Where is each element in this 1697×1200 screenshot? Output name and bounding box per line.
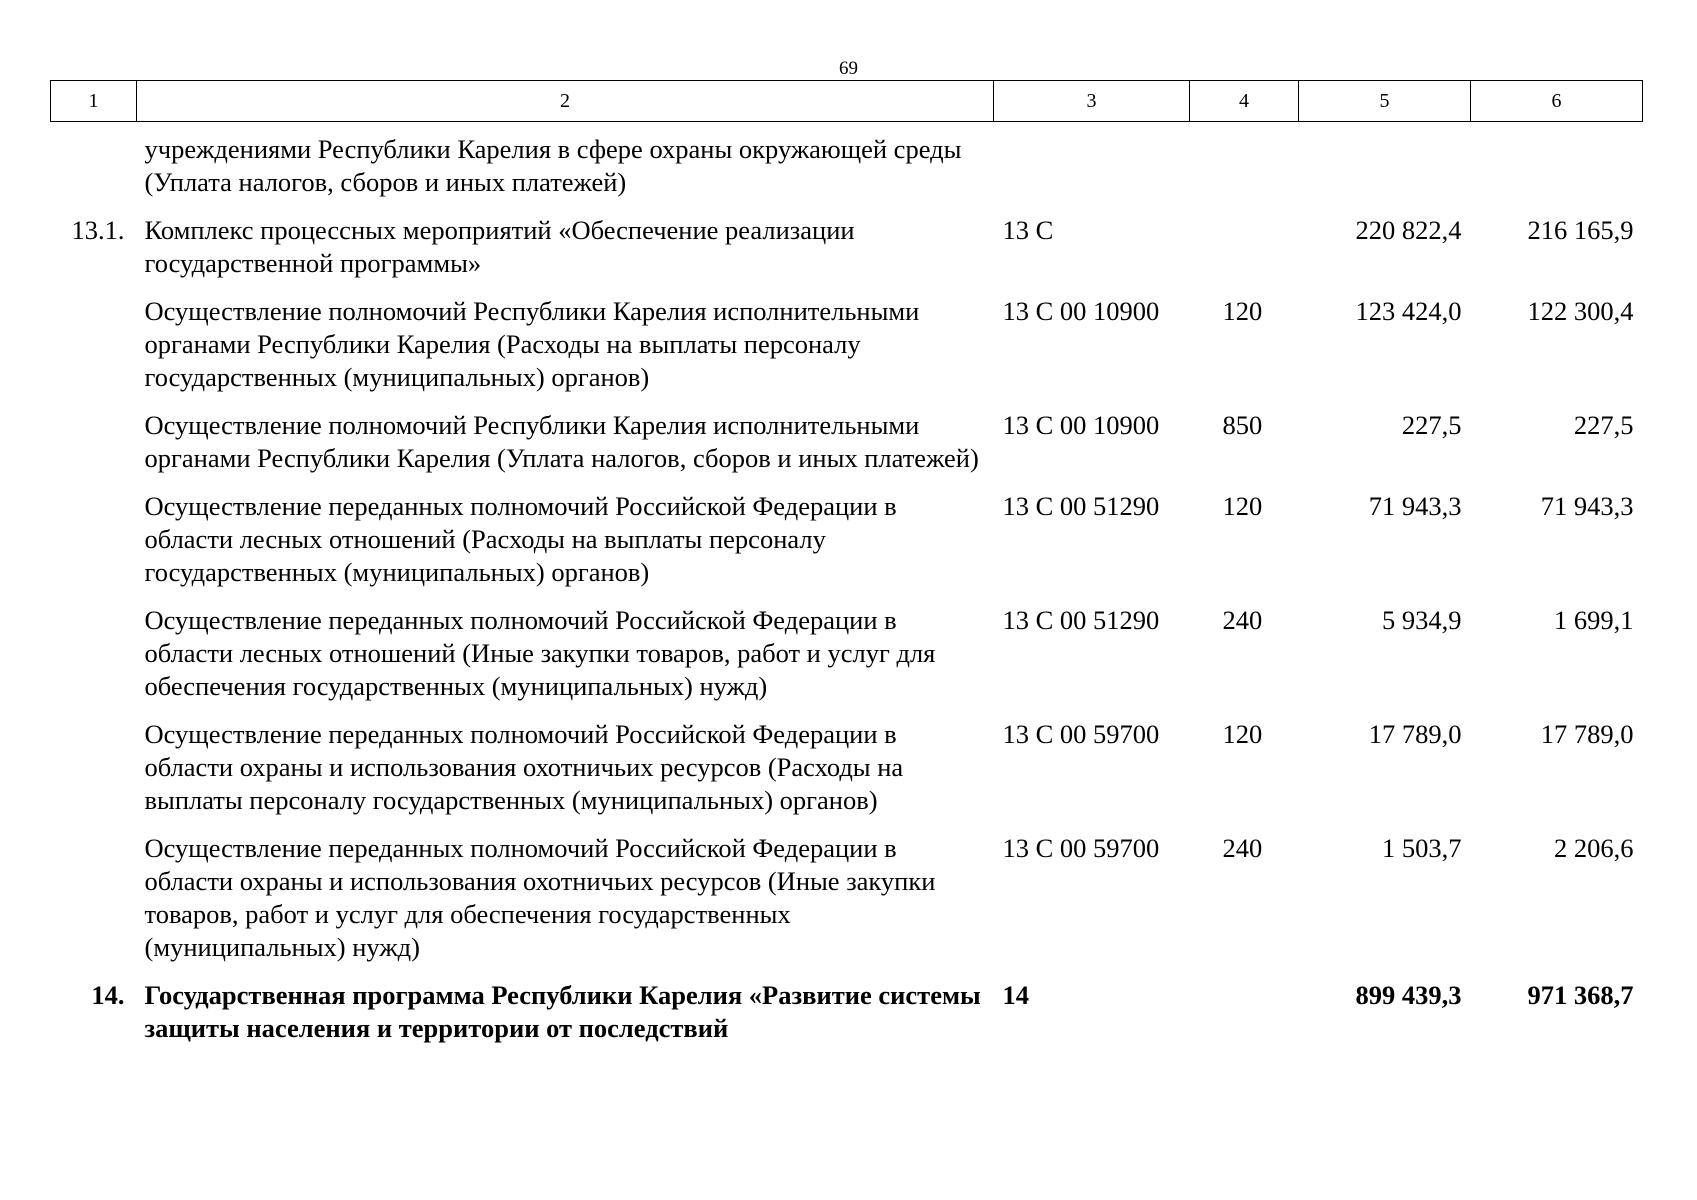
row-kind: 850 [1222, 410, 1263, 440]
row-description: Государственная программа Республики Карелия «Развитие системы защиты населения и территории от последствий [144, 980, 981, 1043]
row-code: 13 С 00 10900 [1002, 296, 1160, 326]
row-description: Осуществление полномочий Республики Карелия исполнительными органами Республики Карелия (Расходы на выплаты персоналу государственных (муниципальных) органов) [144, 296, 920, 392]
row-amount-6: 227,5 [1573, 410, 1634, 440]
row-code: 13 С 00 59700 [1002, 719, 1160, 749]
table-row [51, 604, 1643, 718]
table-row [51, 214, 1643, 295]
row-amount-5: 5 934,9 [1382, 605, 1462, 635]
row-amount-6: 2 206,6 [1554, 833, 1634, 863]
table-row [51, 122, 1643, 215]
table-header [51, 81, 1643, 122]
row-number [51, 832, 137, 979]
page-number: 69 [839, 58, 858, 79]
row-number: 13.1. [71, 215, 125, 245]
table-row [51, 295, 1643, 409]
row-amount-6: 1 699,1 [1554, 605, 1634, 635]
row-number [51, 409, 137, 490]
row-kind [1190, 214, 1299, 295]
row-kind [1190, 979, 1299, 1060]
header-col-4: 4 [1190, 81, 1299, 122]
row-code [994, 122, 1190, 215]
row-amount-6 [1471, 122, 1643, 215]
row-amount-6: 971 368,7 [1527, 980, 1634, 1010]
row-amount-5: 1 503,7 [1382, 833, 1462, 863]
header-col-5: 5 [1299, 81, 1471, 122]
row-amount-5: 899 439,3 [1355, 980, 1462, 1010]
row-number [51, 122, 137, 215]
row-number [51, 295, 137, 409]
row-kind: 120 [1222, 719, 1263, 749]
row-code: 13 С 00 51290 [1002, 605, 1160, 635]
table-row [51, 490, 1643, 604]
row-number [51, 604, 137, 718]
row-number: 14. [91, 980, 125, 1010]
row-amount-5: 17 789,0 [1368, 719, 1462, 749]
row-amount-5 [1299, 122, 1471, 215]
row-code: 13 С 00 51290 [1002, 491, 1160, 521]
row-number [51, 718, 137, 832]
row-code: 14 [1002, 980, 1029, 1010]
row-description: Осуществление переданных полномочий Российской Федерации в области охраны и использования охотничьих ресурсов (Иные закупки товаров, работ и услуг для обеспечения государственных (муниципальных) нужд) [144, 833, 936, 962]
row-code: 13 С 00 10900 [1002, 410, 1160, 440]
row-code: 13 С 00 59700 [1002, 833, 1160, 863]
table-body [51, 122, 1643, 1061]
row-kind: 240 [1222, 605, 1263, 635]
row-description: Осуществление переданных полномочий Российской Федерации в области лесных отношений (Иные закупки товаров, работ и услуг для обеспечения государственных (муниципальных) нужд) [144, 605, 936, 701]
row-number [51, 490, 137, 604]
row-amount-6: 216 165,9 [1527, 215, 1634, 245]
table-row [51, 409, 1643, 490]
header-col-3: 3 [994, 81, 1190, 122]
table-row [51, 832, 1643, 979]
row-amount-6: 71 943,3 [1540, 491, 1634, 521]
row-description: учреждениями Республики Карелия в сфере охраны окружающей среды (Уплата налогов, сборов и иных платежей) [144, 134, 962, 197]
budget-table [50, 80, 1643, 1060]
row-code: 13 С [1002, 215, 1054, 245]
table-row [51, 718, 1643, 832]
row-description: Осуществление переданных полномочий Российской Федерации в области охраны и использования охотничьих ресурсов (Расходы на выплаты персоналу государственных (муниципальных) органов) [144, 719, 904, 815]
header-col-1: 1 [51, 81, 137, 122]
header-col-6: 6 [1471, 81, 1643, 122]
row-description: Осуществление переданных полномочий Российской Федерации в области лесных отношений (Расходы на выплаты персоналу государственных (муниципальных) органов) [144, 491, 897, 587]
row-kind: 240 [1222, 833, 1263, 863]
row-kind [1190, 122, 1299, 215]
row-amount-6: 17 789,0 [1540, 719, 1634, 749]
row-amount-5: 71 943,3 [1368, 491, 1462, 521]
row-description: Комплекс процессных мероприятий «Обеспечение реализации государственной программы» [144, 215, 855, 278]
row-amount-5: 227,5 [1401, 410, 1462, 440]
row-kind: 120 [1222, 296, 1263, 326]
row-amount-5: 123 424,0 [1355, 296, 1462, 326]
header-col-2: 2 [137, 81, 994, 122]
table-row-section [51, 979, 1643, 1060]
row-description: Осуществление полномочий Республики Карелия исполнительными органами Республики Карелия (Уплата налогов, сборов и иных платежей) [144, 410, 979, 473]
row-amount-5: 220 822,4 [1355, 215, 1462, 245]
row-kind: 120 [1222, 491, 1263, 521]
header-row [51, 81, 1643, 122]
row-amount-6: 122 300,4 [1527, 296, 1634, 326]
